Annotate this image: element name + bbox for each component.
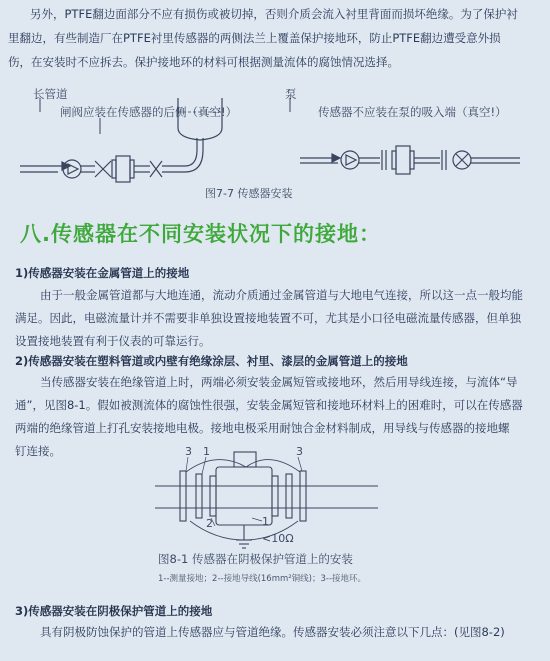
intro-line-2: 里翻边，有些制造厂在PTFE衬里传感器的两侧法兰上覆盖保护接地环，防止PTFE翻边遭受意外损 [8, 31, 501, 45]
long-pipe-label: 长管道 [33, 87, 68, 101]
pump-note: 传感器不应装在泵的吸入端（真空!） [318, 105, 507, 119]
p2-line-3: 两端的绝缘管道上打孔安装接地电极。接地电极采用耐蚀合金材料制成，用导线与传感器的接地螺 [15, 421, 510, 435]
p2-line-1: 当传感器安装在绝缘管道上时，两端必须安装金属短管或接地环，然后用导线连接，与流体“导 [40, 375, 518, 389]
fig81-label-2: 2 [206, 517, 213, 530]
valve-note: 闸阀应装在传感器的后侧（真空!） [60, 105, 238, 119]
figure-7-7-caption: 图7-7 传感器安装 [205, 187, 293, 200]
p1-line-1: 由于一般金属管道都与大地连通，流动介质通过金属管道与大地电气连接，所以这一点一般均能 [40, 288, 523, 302]
fig81-label-1-left: 1 [203, 445, 210, 458]
subheading-2: 2)传感器安装在塑料管道或内壁有绝缘涂层、衬里、漆层的金属管道上的接地 [15, 354, 408, 368]
fig81-label-3-left: 3 [185, 445, 192, 458]
p2-line-2: 通”，见图8-1。假如被测流体的腐蚀性很强，安装金属短管和接地环材料上的困难时，可以在传感器 [15, 398, 523, 412]
p2-line-4: 钉连接。 [15, 444, 61, 458]
subheading-3: 3)传感器安装在阴极保护管道上的接地 [15, 604, 213, 618]
intro-line-3: 伤，在安装时不应拆去。保护接地环的材料可根据测量流体的腐蚀情况选择。 [8, 55, 399, 69]
fig81-label-3-right: 3 [296, 445, 303, 458]
pump-label: 泵 [285, 87, 297, 101]
figure-8-1-caption: 图8-1 传感器在阴极保护管道上的安装 [158, 552, 353, 566]
section-8-heading: 八.传感器在不同安装状况下的接地： [20, 222, 381, 246]
p1-line-2: 满足。因此，电磁流量计并不需要非单独设置接地装置不可，尤其是小口径电磁流量传感器，但单独 [15, 311, 521, 325]
p3-line-1: 具有阴极防蚀保护的管道上传感器应与管道绝缘。传感器安装必须注意以下几点：(见图8-2) [40, 625, 505, 639]
p1-line-3: 设置接地装置有利于仪表的可靠运行。 [15, 334, 211, 348]
fig81-label-1-mid: 1 [262, 515, 269, 528]
subheading-1: 1)传感器安装在金属管道上的接地 [15, 266, 190, 280]
figure-8-1-legend: 1--测量接地；2--接地导线(16mm²铜线)；3--接地环。 [158, 574, 367, 584]
intro-line-1: 另外，PTFE翻边面部分不应有损伤或被切掉，否则介质会流入衬里背面而损坏绝缘。为了保护衬 [30, 7, 518, 21]
fig81-resistance: <10Ω [262, 532, 294, 545]
